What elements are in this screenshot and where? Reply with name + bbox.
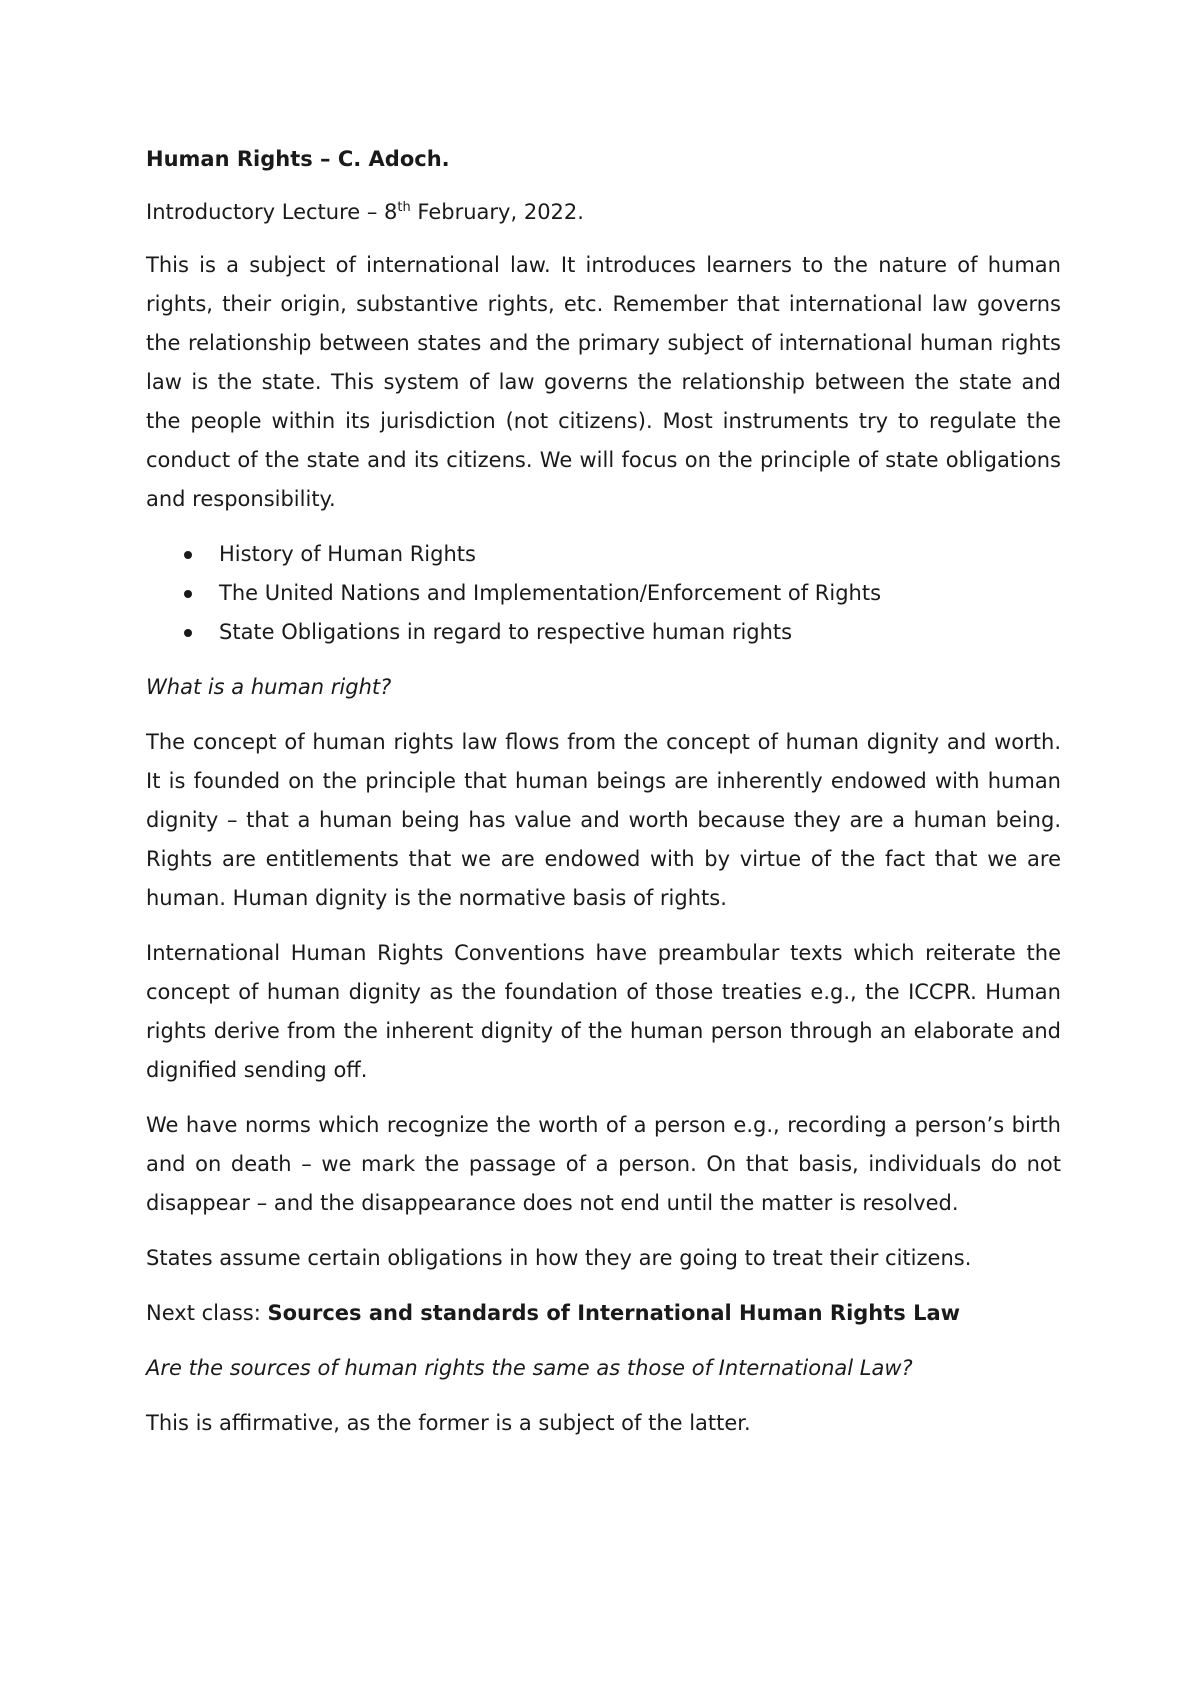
- bullet-icon: [184, 629, 192, 637]
- document-title: Human Rights – C. Adoch.: [146, 147, 450, 171]
- list-item-text: State Obligations in regard to respective human rights: [219, 620, 793, 644]
- concept-paragraph: The concept of human rights law flows from the concept of human dignity and worth. It is founded on the principle that human beings are inherently endowed with human dignity – that a human being has value and worth because they are a human being. Rights are entitlements that we are endowed with by virtue of the fact that we are human. Human dignity is the normative basis of rights.: [146, 730, 1061, 910]
- question-heading: What is a human right?: [146, 675, 392, 699]
- answer-paragraph: This is affirmative, as the former is a subject of the latter.: [146, 1411, 751, 1435]
- list-item-text: The United Nations and Implementation/Enforcement of Rights: [219, 581, 882, 605]
- states-paragraph: States assume certain obligations in how they are going to treat their citizens.: [146, 1246, 972, 1270]
- next-class-line: [146, 1294, 1061, 1333]
- next-class-label: Next class:: [146, 1301, 268, 1325]
- conventions-paragraph: International Human Rights Conventions have preambular texts which reiterate the concept of human dignity as the foundation of those treaties e.g., the ICCPR. Human rights derive from the inherent dignity of the human person through an elaborate and dignified sending off.: [146, 941, 1061, 1082]
- sources-question: Are the sources of human rights the same as those of International Law?: [146, 1356, 913, 1380]
- next-class-topic: Sources and standards of International Human Rights Law: [267, 1301, 961, 1325]
- bullet-icon: [184, 590, 192, 598]
- list-item: [146, 535, 1061, 574]
- subtitle-text: Introductory Lecture – 8: [146, 200, 398, 224]
- list-item: [146, 613, 1061, 652]
- document-page: [146, 140, 1061, 1459]
- list-item: [146, 574, 1061, 613]
- norms-paragraph: We have norms which recognize the worth of a person e.g., recording a person’s birth and on death – we mark the passage of a person. On that basis, individuals do not disappear – and the disappearance does not end until the matter is resolved.: [146, 1113, 1061, 1215]
- intro-paragraph: This is a subject of international law. It introduces learners to the nature of human rights, their origin, substantive rights, etc. Remember that international law governs the relationship between states and the primary subject of international human rights law is the state. This system of law governs the relationship between the state and the people within its jurisdiction (not citizens). Most instruments try to regulate the conduct of the state and its citizens. We will focus on the principle of state obligations and responsibility.: [146, 253, 1061, 511]
- lecture-subtitle: [146, 193, 1061, 232]
- list-item-text: History of Human Rights: [219, 542, 476, 566]
- topics-list: [146, 535, 1061, 652]
- subtitle-date-text: February, 2022.: [410, 200, 584, 224]
- subtitle-ordinal-suffix: th: [397, 200, 411, 215]
- bullet-icon: [184, 551, 192, 559]
